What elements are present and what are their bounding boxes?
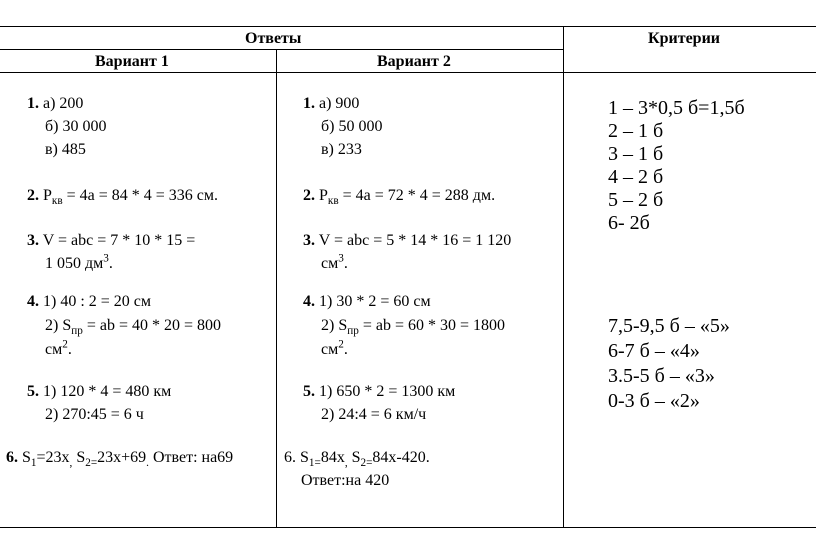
v1-q6: 6. $S_1=23x_,$ $S_{2=}23x+69_.$ Ответ: на69 bbox=[6, 449, 234, 470]
v1-q1-a: 1. а) 200 bbox=[27, 95, 84, 112]
v2-q6-answer: Ответ:на 420 bbox=[301, 472, 390, 489]
variant2-header: Вариант 2 bbox=[377, 53, 451, 70]
v2-q4-line3: $см^2$. bbox=[321, 338, 348, 358]
v1-q3-line2: 1 050 $дм^3$. bbox=[45, 252, 113, 272]
table-bottom-border bbox=[0, 527, 816, 528]
v2-q2: 2. $P_{кв} = 4a = 72 * 4 = 288$ дм. bbox=[303, 187, 496, 208]
grade-item: 6-7 б – «4» bbox=[608, 340, 700, 362]
v2-q3-line1: 3. V = abc = 5 * 14 * 16 = 1 120 bbox=[303, 232, 512, 249]
header-bottom-border bbox=[0, 72, 816, 73]
v1-q1-c: в) 485 bbox=[45, 141, 86, 158]
variant1-header: Вариант 1 bbox=[95, 53, 169, 70]
answers-header: Ответы bbox=[245, 30, 302, 47]
v1-q4-line1: 4. 1) 40 : 2 = 20 см bbox=[27, 293, 152, 310]
v1-q4-line2: 2) $S_{пр}$ = ab = 40 * 20 = 800 bbox=[45, 317, 221, 338]
v1-q1-b: б) 30 000 bbox=[45, 118, 107, 135]
v2-q4-line2: 2) $S_{пр}$ = ab = 60 * 30 = 1800 bbox=[321, 317, 505, 338]
v2-q4-line1: 4. 1) 30 * 2 = 60 см bbox=[303, 293, 431, 310]
v2-q6-line1: 6. $S_{1=}84x_,$ $S_{2=}84x-420$. bbox=[284, 449, 430, 470]
criteria-item: 6- 2б bbox=[608, 212, 650, 234]
v2-q1-b: б) 50 000 bbox=[321, 118, 383, 135]
v1-q3-line1: 3. V = abc = 7 * 10 * 15 = bbox=[27, 232, 196, 249]
v2-q1-c: в) 233 bbox=[321, 141, 362, 158]
v1-q5-line2: 2) 270:45 = 6 ч bbox=[45, 406, 144, 423]
criteria-item: 3 – 1 б bbox=[608, 143, 664, 165]
v1-q4-line3: $см^2$. bbox=[45, 338, 72, 358]
v2-q5-line1: 5. 1) 650 * 2 = 1300 км bbox=[303, 383, 456, 400]
criteria-item: 1 – 3*0,5 б=1,5б bbox=[608, 97, 745, 119]
variant-column-divider bbox=[276, 49, 277, 528]
criteria-item: 5 – 2 б bbox=[608, 189, 664, 211]
table-top-border bbox=[0, 26, 816, 27]
v2-q1-a: 1. а) 900 bbox=[303, 95, 360, 112]
criteria-item: 2 – 1 б bbox=[608, 120, 664, 142]
v2-q5-line2: 2) 24:4 = 6 км/ч bbox=[321, 406, 427, 423]
grade-item: 3.5-5 б – «3» bbox=[608, 365, 715, 387]
grade-item: 0-3 б – «2» bbox=[608, 390, 700, 412]
grade-item: 7,5-9,5 б – «5» bbox=[608, 315, 730, 337]
v2-q3-line2: $см^3$. bbox=[321, 252, 348, 272]
subheader-divider bbox=[0, 49, 564, 50]
criteria-item: 4 – 2 б bbox=[608, 166, 664, 188]
criteria-header: Критерии bbox=[648, 30, 721, 47]
v1-q2: 2. $P_{кв} = 4a = 84 * 4 = 336$ см. bbox=[27, 187, 219, 208]
v1-q5-line1: 5. 1) 120 * 4 = 480 км bbox=[27, 383, 172, 400]
criteria-column-divider bbox=[563, 26, 564, 528]
